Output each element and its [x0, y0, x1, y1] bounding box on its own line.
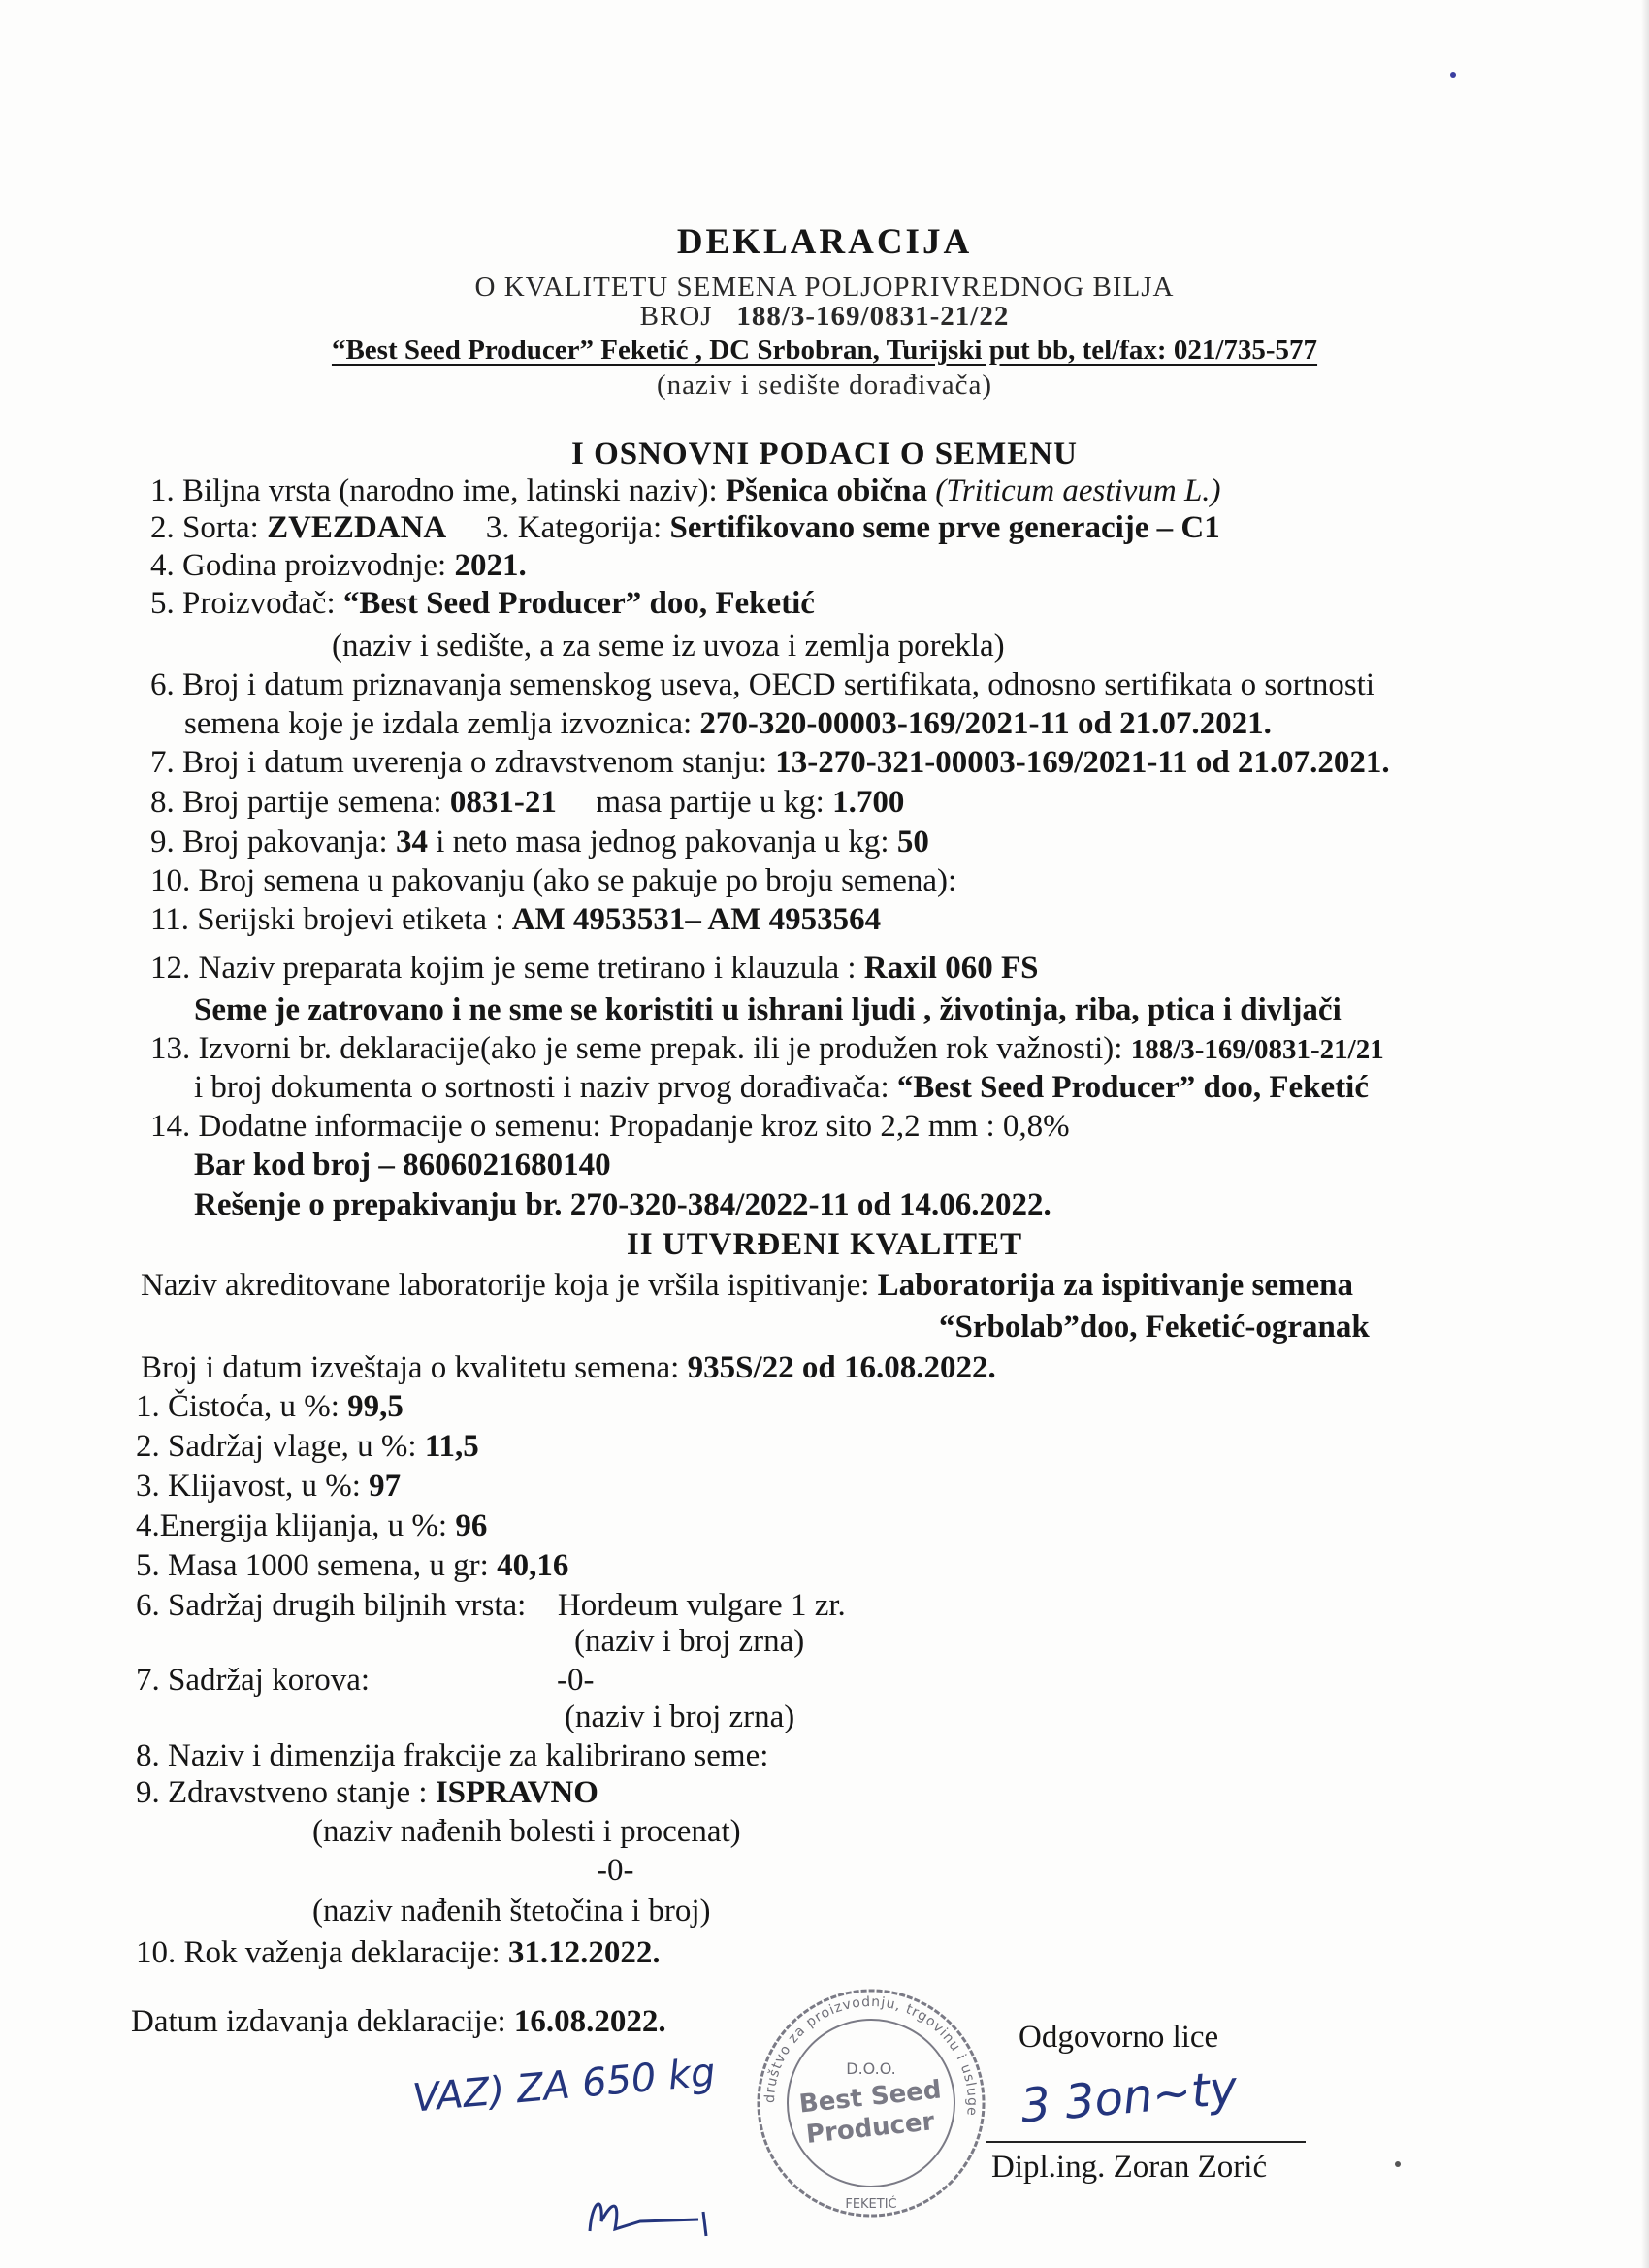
quality-6-label: 6. Sadržaj drugih biljnih vrsta: [136, 1588, 527, 1623]
quality-10-label: 10. Rok važenja deklaracije: [136, 1935, 501, 1970]
quality-2-label: 2. Sadržaj vlage, u %: [136, 1429, 417, 1464]
quality-7-value: -0- [557, 1663, 595, 1698]
declaration-number [0, 297, 1649, 336]
quality-5-label: 5. Masa 1000 semena, u gr: [136, 1548, 489, 1583]
ink-dot [1450, 72, 1456, 78]
document-subtitle: O KVALITETU SEMENA POLJOPRIVREDNOG BILJA [474, 272, 1175, 303]
field-14-decision: Rešenje o prepakivanju br. 270-320-384/2022-11 od 14.06.2022. [194, 1187, 1051, 1222]
field-11-value: AM 4953531– AM 4953564 [511, 902, 882, 937]
responsible-label: Odgovorno lice [1018, 2020, 1219, 2055]
field-1-value: Pšenica obična [725, 473, 928, 508]
field-5-label: 5. Proizvođač: [150, 586, 336, 621]
field-13-value: 188/3-169/0831-21/21 [1130, 1034, 1384, 1065]
quality-9-label: 9. Zdravstveno stanje : [136, 1775, 428, 1810]
quality-7-label: 7. Sadržaj korova: [136, 1663, 371, 1698]
field-9-mid: i neto masa jednog pakovanja u kg: [436, 825, 889, 859]
field-12 [150, 949, 1038, 988]
field-8-mass-label: masa partije u kg: [596, 785, 824, 820]
quality-9-note-1: (naziv nađenih bolesti i procenat) [312, 1814, 741, 1849]
field-12-warning: Seme je zatrovano i ne sme se koristiti u ishrani ljudi , životinja, riba, ptica i divljači [194, 992, 1342, 1027]
quality-7-note: (naziv i broj zrna) [565, 1700, 795, 1734]
signature: 3 3on~ty [1018, 2060, 1240, 2134]
quality-2 [136, 1427, 479, 1466]
field-5-note: (naziv i sedište, a za seme iz uvoza i zemlja porekla) [332, 629, 1005, 664]
field-12-label: 12. Naziv preparata kojim je seme tretirano i klauzula : [150, 951, 857, 986]
field-11 [150, 900, 881, 939]
field-12-value: Raxil 060 FS [863, 951, 1039, 986]
stamp-line-2: Producer [804, 2107, 936, 2150]
quality-2-value: 11,5 [424, 1429, 479, 1464]
report-line [141, 1348, 996, 1387]
field-9-label: 9. Broj pakovanja: [150, 825, 388, 859]
quality-1 [136, 1387, 404, 1426]
field-6-value: 270-320-00003-169/2021-11 od 21.07.2021. [699, 706, 1272, 741]
responsible-name: Dipl.ing. Zoran Zorić [991, 2150, 1268, 2185]
field-8-value: 0831-21 [449, 785, 557, 820]
stamp-line-1: Best Seed [797, 2075, 943, 2120]
field-4 [150, 546, 527, 585]
section-2-title: II UTVRĐENI KVALITET [626, 1227, 1023, 1262]
field-10-label: 10. Broj semena u pakovanju (ako se pakuje po broju semena): [150, 863, 957, 898]
report-value: 935S/22 od 16.08.2022. [687, 1350, 996, 1385]
quality-5-value: 40,16 [497, 1548, 569, 1583]
quality-9-value-2: -0- [597, 1853, 634, 1888]
broj-value: 188/3-169/0831-21/22 [736, 301, 1010, 332]
quality-1-label: 1. Čistoća, u %: [136, 1389, 340, 1424]
field-9-mass: 50 [896, 825, 929, 859]
field-1-latin: (Triticum aestivum L.) [935, 473, 1221, 508]
stamp-outer-text: društvo za proizvodnju, trgovinu i usluge [761, 1993, 981, 2118]
ink-dot [1395, 2161, 1401, 2167]
field-9-value: 34 [395, 825, 428, 859]
stamp-company-type: D.O.O. [846, 2059, 896, 2078]
broj-label: BROJ [639, 301, 713, 332]
quality-4-label: 4.Energija klijanja, u %: [136, 1508, 448, 1543]
field-4-label: 4. Godina proizvodnje: [150, 548, 447, 583]
processor-note: (naziv i sedište dorađivača) [656, 370, 993, 401]
field-7-label: 7. Broj i datum uverenja o zdravstvenom stanju: [150, 745, 768, 780]
quality-10 [136, 1933, 661, 1972]
field-2-label: 2. Sorta: [150, 510, 259, 545]
quality-6-note: (naziv i broj zrna) [574, 1624, 805, 1659]
lab-value: Laboratorija za ispitivanje semena [877, 1268, 1354, 1303]
lab-line [141, 1266, 1353, 1305]
issue-date [131, 2002, 666, 2041]
lab-label: Naziv akreditovane laboratorije koja je vršila ispitivanje: [141, 1268, 870, 1303]
document-title: DEKLARACIJA [676, 222, 973, 262]
field-6-label: 6. Broj i datum priznavanja semenskog useva, OECD sertifikata, odnosno sertifikata o sortnosti [150, 667, 1374, 702]
stamp-city: FEKETIĆ [845, 2197, 897, 2212]
field-13-label: 13. Izvorni br. deklaracije(ako je seme prepak. ili je produžen rok važnosti): [150, 1031, 1123, 1066]
quality-8-label: 8. Naziv i dimenzija frakcije za kalibrirano seme: [136, 1738, 769, 1773]
quality-3-value: 97 [369, 1469, 402, 1504]
field-13-2 [194, 1068, 1369, 1107]
quality-4-value: 96 [455, 1508, 488, 1543]
processor-line: “Best Seed Producer” Feketić , DC Srbobran, Turijski put bb, tel/fax: 021/735-577 [331, 335, 1318, 366]
quality-9 [136, 1773, 598, 1812]
field-1-label: 1. Biljna vrsta (narodno ime, latinski naziv): [150, 473, 718, 508]
field-3-value: Sertifikovano seme prve generacije – C1 [669, 510, 1220, 545]
handwritten-note: VAZ) ZA 650 kg [410, 2050, 718, 2122]
quality-3-label: 3. Klijavost, u %: [136, 1469, 361, 1504]
field-14-barcode: Bar kod broj – 8606021680140 [194, 1148, 611, 1183]
field-8 [150, 783, 904, 822]
quality-5 [136, 1546, 568, 1585]
quality-1-value: 99,5 [347, 1389, 404, 1424]
section-1-title: I OSNOVNI PODACI O SEMENU [571, 437, 1078, 471]
quality-3 [136, 1467, 401, 1506]
quality-10-value: 31.12.2022. [507, 1935, 661, 1970]
issue-date-value: 16.08.2022. [513, 2004, 666, 2039]
signature-line [986, 2141, 1306, 2143]
quality-6-value: Hordeum vulgare 1 zr. [557, 1588, 846, 1623]
field-11-label: 11. Serijski brojevi etiketa : [150, 902, 504, 937]
quality-4 [136, 1507, 487, 1545]
quality-6 [136, 1586, 846, 1625]
quality-9-value: ISPRAVNO [435, 1775, 598, 1810]
field-6 [184, 704, 1272, 743]
handwritten-initials [582, 2183, 718, 2241]
field-2-3 [150, 508, 1220, 547]
field-4-value: 2021. [454, 548, 527, 583]
company-stamp [753, 1985, 990, 2222]
field-5 [150, 584, 815, 623]
quality-9-note-2: (naziv nađenih štetočina i broj) [312, 1894, 711, 1928]
field-3-label: 3. Kategorija: [485, 510, 663, 545]
report-label: Broj i datum izveštaja o kvalitetu semena: [141, 1350, 680, 1385]
field-7 [150, 743, 1390, 782]
lab-value-2: “Srbolab”doo, Feketić-ogranak [939, 1310, 1370, 1345]
field-2-value: ZVEZDANA [267, 510, 447, 545]
field-13-value-2: “Best Seed Producer” doo, Feketić [896, 1070, 1369, 1105]
field-1 [150, 471, 1221, 510]
field-7-value: 13-270-321-00003-169/2021-11 od 21.07.2021. [775, 745, 1390, 780]
field-14-label: 14. Dodatne informacije o semenu: Propadanje kroz sito 2,2 mm : 0,8% [150, 1109, 1070, 1144]
field-5-value: “Best Seed Producer” doo, Feketić [342, 586, 815, 621]
field-8-mass-value: 1.700 [832, 785, 905, 820]
issue-date-label: Datum izdavanja deklaracije: [131, 2004, 506, 2039]
field-13 [150, 1029, 1384, 1069]
field-8-label: 8. Broj partije semena: [150, 785, 442, 820]
field-9 [150, 823, 929, 861]
field-13-label-2: i broj dokumenta o sortnosti i naziv prvog dorađivača: [194, 1070, 889, 1105]
field-6-label-2: semena koje je izdala zemlja izvoznica: [184, 706, 693, 741]
